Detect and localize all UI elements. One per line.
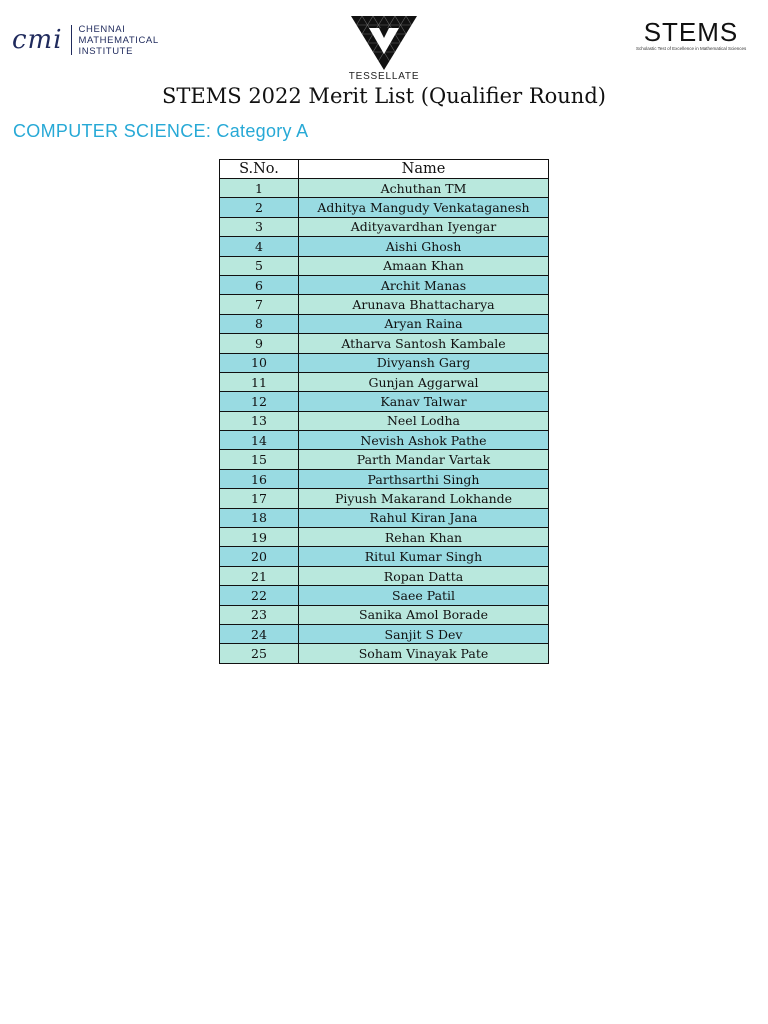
cell-name: Saee Patil [299,586,549,605]
table-row [220,372,549,391]
cell-name: Amaan Khan [299,256,549,275]
table-row [220,295,549,314]
table-row [220,275,549,294]
table-row [220,528,549,547]
cell-name: Aryan Raina [299,314,549,333]
table-row [220,644,549,663]
cell-sno: 12 [220,392,299,411]
category-heading: COMPUTER SCIENCE: Category A [13,121,309,141]
table-row [220,411,549,430]
table-row [220,314,549,333]
table-row [220,334,549,353]
cmi-logo-line: INSTITUTE [78,45,134,57]
table-row [220,586,549,605]
cmi-logo [12,22,159,58]
cell-sno: 6 [220,275,299,294]
cmi-logo-line: MATHEMATICAL [78,34,159,46]
cell-name: Ritul Kumar Singh [299,547,549,566]
cell-name: Piyush Makarand Lokhande [299,489,549,508]
table-row [220,605,549,624]
cell-sno: 4 [220,237,299,256]
table-row [220,179,549,198]
cell-name: Parth Mandar Vartak [299,450,549,469]
page-title: STEMS 2022 Merit List (Qualifier Round) [162,84,606,108]
cell-sno: 8 [220,314,299,333]
cell-sno: 20 [220,547,299,566]
stems-logo-mark: STEMS [643,17,739,47]
table-row [220,489,549,508]
cell-name: Nevish Ashok Pathe [299,431,549,450]
triangle-tessellation-icon [351,16,417,70]
cell-name: Gunjan Aggarwal [299,372,549,391]
cell-sno: 15 [220,450,299,469]
cell-sno: 18 [220,508,299,527]
table-header-row [220,160,549,179]
table-row [220,217,549,236]
table-row [220,450,549,469]
tessellate-logo [340,16,428,84]
cell-sno: 24 [220,624,299,643]
cell-name: Atharva Santosh Kambale [299,334,549,353]
cell-name: Adityavardhan Iyengar [299,217,549,236]
stems-logo [636,18,746,51]
cell-name: Rehan Khan [299,528,549,547]
cell-name: Divyansh Garg [299,353,549,372]
cell-name: Ropan Datta [299,566,549,585]
table-row [220,566,549,585]
cell-name: Neel Lodha [299,411,549,430]
table-row [220,508,549,527]
cell-sno: 16 [220,469,299,488]
cell-name: Kanav Talwar [299,392,549,411]
cell-sno: 22 [220,586,299,605]
cell-name: Rahul Kiran Jana [299,508,549,527]
cell-name: Achuthan TM [299,179,549,198]
cell-sno: 13 [220,411,299,430]
cell-sno: 17 [220,489,299,508]
cell-name: Parthsarthi Singh [299,469,549,488]
table-row [220,256,549,275]
table-row [220,353,549,372]
cell-sno: 21 [220,566,299,585]
stems-logo-tagline: Scholastic Test of Excellence in Mathematical Sciences [636,46,747,51]
cell-sno: 14 [220,431,299,450]
table-row [220,624,549,643]
cell-sno: 11 [220,372,299,391]
column-header-sno: S.No. [220,160,299,179]
table-row [220,392,549,411]
cell-sno: 19 [220,528,299,547]
cell-name: Soham Vinayak Pate [299,644,549,663]
cell-name: Archit Manas [299,275,549,294]
cmi-logo-text [79,24,159,57]
cell-name: Adhitya Mangudy Venkataganesh [299,198,549,217]
column-header-name: Name [299,160,549,179]
cell-sno: 7 [220,295,299,314]
cmi-logo-divider [71,25,72,55]
merit-list-table [219,159,549,664]
table-row [220,547,549,566]
cell-sno: 25 [220,644,299,663]
cell-sno: 23 [220,605,299,624]
table-row [220,469,549,488]
cell-sno: 1 [220,179,299,198]
table-row [220,431,549,450]
cell-name: Sanika Amol Borade [299,605,549,624]
cell-name: Arunava Bhattacharya [299,295,549,314]
table-body [220,179,549,664]
cmi-logo-line: CHENNAI [78,23,126,35]
cell-sno: 3 [220,217,299,236]
cell-name: Aishi Ghosh [299,237,549,256]
cell-sno: 9 [220,334,299,353]
cell-sno: 2 [220,198,299,217]
cell-sno: 10 [220,353,299,372]
cmi-logo-mark: cmi [12,25,63,55]
cell-name: Sanjit S Dev [299,624,549,643]
table-row [220,237,549,256]
cell-sno: 5 [220,256,299,275]
table-row [220,198,549,217]
tessellate-logo-text: TESSELLATE [348,71,420,82]
